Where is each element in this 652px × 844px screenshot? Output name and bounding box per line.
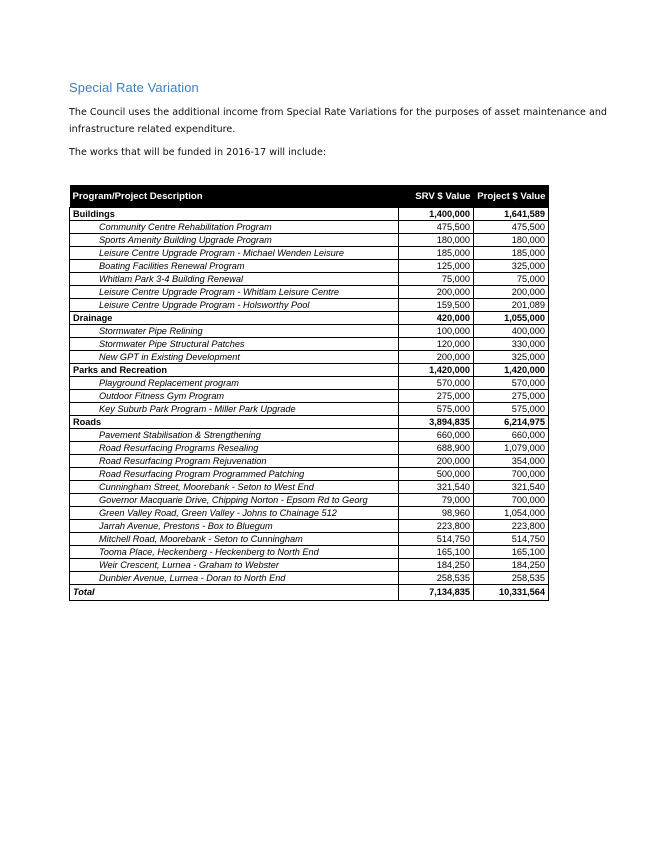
row-description: Road Resurfacing Program Programmed Patching (70, 468, 399, 481)
table-row (70, 377, 549, 390)
row-project-value: 275,000 (474, 390, 549, 403)
table-row (70, 273, 549, 286)
row-project-value: 223,800 (474, 520, 549, 533)
section-heading: Special Rate Variation (69, 80, 199, 95)
row-project-value: 1,079,000 (474, 442, 549, 455)
row-description: Stormwater Pipe Relining (70, 325, 399, 338)
row-project-value: 575,000 (474, 403, 549, 416)
table-row (70, 429, 549, 442)
intro-paragraph: The Council uses the additional income from Special Rate Variations for the purposes of asset maintenance and infrastructure related expenditure. (69, 107, 607, 135)
header-description: Program/Project Description (70, 185, 399, 208)
row-srv-value: 75,000 (399, 273, 474, 286)
row-project-value: 6,214,975 (474, 416, 549, 429)
row-description: Key Suburb Park Program - Miller Park Upgrade (70, 403, 399, 416)
row-srv-value: 200,000 (399, 351, 474, 364)
row-description: Pavement Stabilisation & Strengthening (70, 429, 399, 442)
table-row (70, 325, 549, 338)
row-description: Stormwater Pipe Structural Patches (70, 338, 399, 351)
row-project-value: 475,500 (474, 221, 549, 234)
row-project-value: 258,535 (474, 572, 549, 585)
row-srv-value: 120,000 (399, 338, 474, 351)
table-header-row (70, 185, 549, 208)
total-srv-value: 7,134,835 (399, 585, 474, 601)
table-row (70, 507, 549, 520)
row-project-value: 201,089 (474, 299, 549, 312)
row-srv-value: 79,000 (399, 494, 474, 507)
row-srv-value: 321,540 (399, 481, 474, 494)
row-project-value: 184,250 (474, 559, 549, 572)
row-project-value: 1,420,000 (474, 364, 549, 377)
table-row (70, 468, 549, 481)
row-srv-value: 159,500 (399, 299, 474, 312)
works-intro-paragraph: The works that will be funded in 2016-17 will include: (69, 147, 327, 158)
row-project-value: 321,540 (474, 481, 549, 494)
row-project-value: 1,055,000 (474, 312, 549, 325)
row-project-value: 400,000 (474, 325, 549, 338)
table-row (70, 234, 549, 247)
row-description: New GPT in Existing Development (70, 351, 399, 364)
table-row (70, 299, 549, 312)
row-description: Leisure Centre Upgrade Program - Michael Wenden Leisure (70, 247, 399, 260)
row-srv-value: 3,894,835 (399, 416, 474, 429)
works-table (69, 185, 549, 601)
row-srv-value: 514,750 (399, 533, 474, 546)
row-project-value: 1,054,000 (474, 507, 549, 520)
table-row (70, 533, 549, 546)
row-description: Tooma Place, Heckenberg - Heckenberg to North End (70, 546, 399, 559)
table-row (70, 546, 549, 559)
total-row (70, 585, 549, 601)
table-row (70, 338, 549, 351)
row-srv-value: 420,000 (399, 312, 474, 325)
row-project-value: 75,000 (474, 273, 549, 286)
row-project-value: 1,641,589 (474, 208, 549, 221)
row-srv-value: 258,535 (399, 572, 474, 585)
row-srv-value: 98,960 (399, 507, 474, 520)
row-description: Mitchell Road, Moorebank - Seton to Cunningham (70, 533, 399, 546)
row-project-value: 185,000 (474, 247, 549, 260)
row-srv-value: 180,000 (399, 234, 474, 247)
row-project-value: 570,000 (474, 377, 549, 390)
table-row (70, 442, 549, 455)
row-srv-value: 200,000 (399, 455, 474, 468)
row-project-value: 325,000 (474, 260, 549, 273)
row-description: Parks and Recreation (70, 364, 399, 377)
table-row (70, 559, 549, 572)
row-description: Buildings (70, 208, 399, 221)
category-row (70, 416, 549, 429)
table-row (70, 494, 549, 507)
row-description: Sports Amenity Building Upgrade Program (70, 234, 399, 247)
table-row (70, 403, 549, 416)
row-srv-value: 1,400,000 (399, 208, 474, 221)
row-project-value: 354,000 (474, 455, 549, 468)
category-row (70, 364, 549, 377)
header-project-value: Project $ Value (474, 185, 549, 208)
table-body (70, 208, 549, 601)
row-project-value: 330,000 (474, 338, 549, 351)
row-description: Whitlam Park 3-4 Building Renewal (70, 273, 399, 286)
row-project-value: 165,100 (474, 546, 549, 559)
row-srv-value: 100,000 (399, 325, 474, 338)
table-row (70, 572, 549, 585)
row-srv-value: 223,800 (399, 520, 474, 533)
row-description: Leisure Centre Upgrade Program - Holsworthy Pool (70, 299, 399, 312)
row-description: Road Resurfacing Program Rejuvenation (70, 455, 399, 468)
row-project-value: 514,750 (474, 533, 549, 546)
category-row (70, 312, 549, 325)
row-srv-value: 660,000 (399, 429, 474, 442)
table-row (70, 455, 549, 468)
table-row (70, 520, 549, 533)
row-srv-value: 275,000 (399, 390, 474, 403)
total-label: Total (70, 585, 399, 601)
table-row (70, 481, 549, 494)
row-project-value: 180,000 (474, 234, 549, 247)
row-srv-value: 165,100 (399, 546, 474, 559)
row-srv-value: 688,900 (399, 442, 474, 455)
total-project-value: 10,331,564 (474, 585, 549, 601)
row-srv-value: 500,000 (399, 468, 474, 481)
row-description: Community Centre Rehabilitation Program (70, 221, 399, 234)
table-row (70, 351, 549, 364)
row-srv-value: 200,000 (399, 286, 474, 299)
table-row (70, 221, 549, 234)
row-description: Dunbier Avenue, Lurnea - Doran to North End (70, 572, 399, 585)
row-description: Boating Facilities Renewal Program (70, 260, 399, 273)
table-row (70, 286, 549, 299)
row-project-value: 660,000 (474, 429, 549, 442)
table-row (70, 260, 549, 273)
row-project-value: 200,000 (474, 286, 549, 299)
row-description: Leisure Centre Upgrade Program - Whitlam Leisure Centre (70, 286, 399, 299)
row-srv-value: 1,420,000 (399, 364, 474, 377)
row-srv-value: 125,000 (399, 260, 474, 273)
row-project-value: 700,000 (474, 468, 549, 481)
table-row (70, 247, 549, 260)
row-description: Drainage (70, 312, 399, 325)
header-srv-value: SRV $ Value (399, 185, 474, 208)
category-row (70, 208, 549, 221)
row-description: Governor Macquarie Drive, Chipping Norton - Epsom Rd to Georg (70, 494, 399, 507)
row-srv-value: 185,000 (399, 247, 474, 260)
row-description: Green Valley Road, Green Valley - Johns to Chainage 512 (70, 507, 399, 520)
row-project-value: 700,000 (474, 494, 549, 507)
row-srv-value: 570,000 (399, 377, 474, 390)
row-description: Jarrah Avenue, Prestons - Box to Bluegum (70, 520, 399, 533)
row-description: Roads (70, 416, 399, 429)
row-description: Weir Crescent, Lurnea - Graham to Webster (70, 559, 399, 572)
row-srv-value: 475,500 (399, 221, 474, 234)
row-description: Outdoor Fitness Gym Program (70, 390, 399, 403)
row-srv-value: 575,000 (399, 403, 474, 416)
row-srv-value: 184,250 (399, 559, 474, 572)
row-description: Cunningham Street, Moorebank - Seton to West End (70, 481, 399, 494)
table-row (70, 390, 549, 403)
row-description: Road Resurfacing Programs Resealing (70, 442, 399, 455)
row-project-value: 325,000 (474, 351, 549, 364)
row-description: Playground Replacement program (70, 377, 399, 390)
